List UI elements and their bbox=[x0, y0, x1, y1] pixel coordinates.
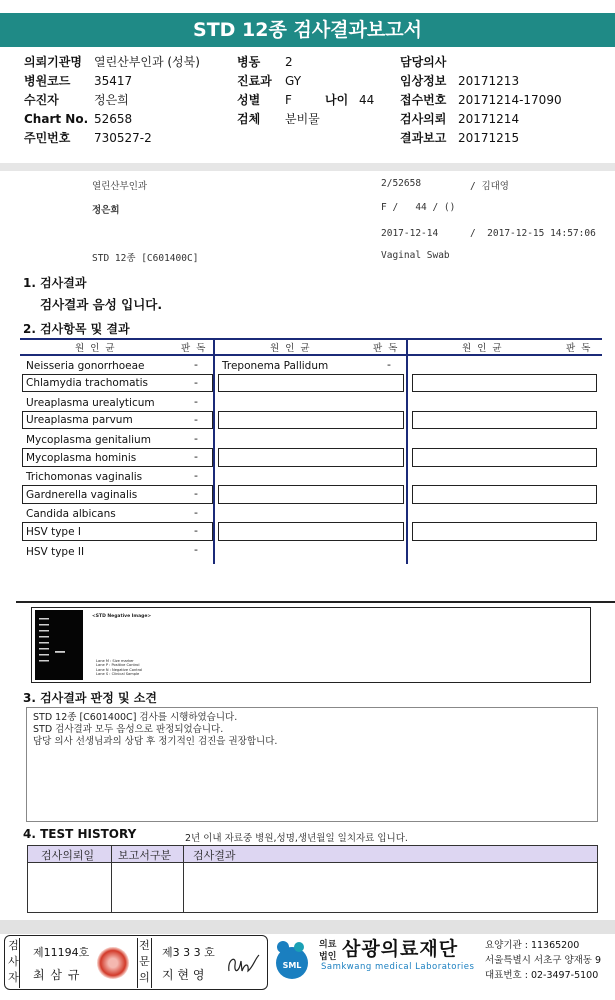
signature-scribble bbox=[225, 949, 261, 979]
org-info-code: 요양기관 : 11365200 bbox=[485, 940, 580, 951]
label-clinical-info: 임상정보 bbox=[400, 74, 447, 88]
section-3-title: 3. 검사결과 판정 및 소견 bbox=[23, 691, 157, 705]
row-8-name: Gardnerella vaginalis bbox=[26, 489, 138, 501]
history-table bbox=[27, 845, 598, 913]
history-header-request-date: 검사의뢰일 bbox=[41, 849, 95, 862]
section-1-result: 검사결과 음성 입니다. bbox=[40, 297, 163, 312]
row-6-result: - bbox=[194, 450, 198, 463]
org-info-phone: 대표번호 : 02-3497-5100 bbox=[485, 970, 599, 981]
header-mid bbox=[237, 53, 387, 129]
sub-doctor: / 김대영 bbox=[470, 181, 509, 192]
header-right bbox=[400, 53, 600, 148]
label-hospital: 의뢰기관명 bbox=[24, 55, 82, 69]
col3-row-2-box bbox=[412, 374, 597, 392]
sub-test-code: STD 12종 [C601400C] bbox=[92, 253, 199, 264]
history-col-divider-1 bbox=[111, 846, 112, 912]
col2-row-4-box bbox=[218, 411, 404, 429]
value-dept: GY bbox=[285, 74, 302, 88]
org-english-name: Samkwang medical Laboratories bbox=[321, 962, 475, 972]
col3-row-6-box bbox=[412, 448, 597, 467]
finding-line-2: STD 검사결과 모두 음성으로 판정되었습니다. bbox=[33, 724, 224, 735]
header-left bbox=[24, 53, 224, 148]
col2-row-2-box bbox=[218, 374, 404, 392]
row-3-name: Ureaplasma urealyticum bbox=[26, 397, 155, 409]
report-title: STD 12종 검사결과보고서 bbox=[0, 13, 615, 47]
value-clinical-info: 20171213 bbox=[458, 74, 520, 88]
value-resident-no: 730527-2 bbox=[94, 131, 152, 145]
col3-row-4-box bbox=[412, 411, 597, 429]
col2-row-1-result: - bbox=[387, 358, 391, 371]
separator-1 bbox=[16, 601, 615, 603]
row-3-result: - bbox=[194, 395, 198, 408]
gel-legend-4: Lane S : Clinical Sample bbox=[96, 672, 140, 677]
label-ward: 병동 bbox=[237, 55, 261, 69]
finding-line-3: 담당 의사 선생님과의 상담 후 정기적인 검진을 권장합니다. bbox=[33, 736, 278, 747]
row-9-result: - bbox=[194, 506, 198, 519]
history-note: 2년 이내 자료중 병원,성명,생년월일 일치자료 입니다. bbox=[185, 833, 408, 844]
value-hospital-code: 35417 bbox=[94, 74, 133, 88]
sub-sex-age: F / 44 / () bbox=[381, 202, 456, 213]
label-receipt-no: 접수번호 bbox=[400, 93, 447, 107]
finding-line-1: STD 12종 [C601400C] 검사를 시행하였습니다. bbox=[33, 712, 238, 723]
examiner-label bbox=[8, 938, 20, 988]
row-8-result: - bbox=[194, 487, 198, 500]
sub-date2: / 2017-12-15 14:57:06 bbox=[470, 228, 596, 239]
row-6-name: Mycoplasma hominis bbox=[26, 452, 137, 464]
gel-legend bbox=[96, 659, 142, 677]
value-specimen: 분비물 bbox=[285, 112, 320, 126]
history-header-result: 검사결과 bbox=[193, 849, 236, 862]
value-sex: F bbox=[285, 93, 292, 107]
value-request-date: 20171214 bbox=[458, 112, 520, 126]
col1-organism-header: 원 인 균 bbox=[75, 343, 115, 354]
row-1-name: Neisseria gonorrhoeae bbox=[26, 360, 145, 372]
row-4-result: - bbox=[194, 413, 198, 426]
col2-row-8-box bbox=[218, 485, 404, 504]
org-tag bbox=[319, 939, 336, 963]
header-info bbox=[0, 53, 615, 163]
org-info bbox=[485, 938, 601, 983]
label-doctor: 담당의사 bbox=[400, 55, 447, 69]
table-header-line bbox=[20, 354, 602, 356]
row-4-name: Ureaplasma parvum bbox=[26, 414, 133, 426]
value-ward: 2 bbox=[285, 55, 293, 69]
section-1-title: 1. 검사결과 bbox=[23, 276, 87, 290]
col2-row-10-box bbox=[218, 522, 404, 541]
row-5-name: Mycoplasma genitalium bbox=[26, 434, 151, 446]
label-dept: 진료과 bbox=[237, 74, 272, 88]
gel-legend-2: Lane P : Positive Control bbox=[96, 663, 140, 668]
label-specimen: 검체 bbox=[237, 112, 261, 126]
col2-judge-header: 판 독 bbox=[373, 343, 398, 354]
label-request-date: 검사의뢰 bbox=[400, 112, 447, 126]
section-4-title: 4. TEST HISTORY bbox=[23, 827, 137, 841]
org-name: 삼광의료재단 bbox=[342, 938, 459, 960]
examiner-no: 제11194호 bbox=[33, 946, 90, 959]
gel-legend-3: Lane N : Negative Control bbox=[96, 667, 143, 672]
history-header-report-type: 보고서구분 bbox=[118, 849, 172, 862]
history-header-row bbox=[28, 846, 597, 863]
label-chart-no: Chart No. bbox=[24, 112, 89, 126]
gel-caption: <STD Negative Image> bbox=[92, 614, 152, 619]
label-patient: 수진자 bbox=[24, 93, 59, 107]
value-patient: 정은희 bbox=[94, 93, 129, 107]
org-tag-line-2: 법인 bbox=[319, 952, 337, 962]
section-2-title: 2. 검사항목 및 결과 bbox=[23, 322, 130, 336]
row-5-result: - bbox=[194, 432, 198, 445]
col3-row-10-box bbox=[412, 522, 597, 541]
value-age: 44 bbox=[359, 93, 375, 107]
label-resident-no: 주민번호 bbox=[24, 131, 71, 145]
col3-row-8-box bbox=[412, 485, 597, 504]
gel-image-frame bbox=[31, 607, 591, 683]
sml-logo-icon bbox=[270, 937, 314, 981]
specialist-label bbox=[137, 938, 152, 988]
row-11-result: - bbox=[194, 543, 198, 556]
specialist-name: 지 현 영 bbox=[162, 968, 205, 982]
row-7-name: Trichomonas vaginalis bbox=[26, 471, 143, 483]
header-divider bbox=[0, 163, 615, 171]
col1-judge-header: 판 독 bbox=[181, 343, 206, 354]
org-info-address: 서울특별시 서초구 양재동 9 bbox=[485, 955, 602, 966]
row-1-result: - bbox=[194, 358, 198, 371]
org-tag-line-1: 의료 bbox=[319, 940, 337, 950]
findings-box bbox=[26, 707, 598, 822]
sub-specimen: Vaginal Swab bbox=[381, 250, 450, 261]
sub-hospital: 열린산부인과 bbox=[92, 181, 148, 192]
specialist-no: 제3 3 3 호 bbox=[162, 946, 215, 959]
sub-patient: 정은희 bbox=[92, 205, 120, 216]
label-hospital-code: 병원코드 bbox=[24, 74, 71, 88]
value-receipt-no: 20171214-17090 bbox=[458, 93, 562, 107]
row-9-name: Candida albicans bbox=[26, 508, 116, 520]
gel-image bbox=[35, 610, 83, 680]
gel-bands bbox=[35, 610, 83, 680]
signature-box bbox=[4, 935, 268, 990]
col3-organism-header: 원 인 균 bbox=[462, 343, 502, 354]
red-seal-stamp bbox=[97, 947, 129, 979]
value-chart-no: 52658 bbox=[94, 112, 133, 126]
label-sex: 성별 bbox=[237, 93, 261, 107]
row-10-name: HSV type I bbox=[26, 526, 81, 538]
value-report-date: 20171215 bbox=[458, 131, 520, 145]
history-col-divider-2 bbox=[183, 846, 184, 912]
col2-organism-header: 원 인 균 bbox=[270, 343, 310, 354]
sub-chart-ward: 2/52658 bbox=[381, 178, 422, 189]
specialist-label-text: 전문의 bbox=[139, 939, 150, 984]
examiner-label-text: 검사자 bbox=[8, 939, 19, 984]
row-7-result: - bbox=[194, 469, 198, 482]
table-divider-1 bbox=[213, 338, 215, 564]
row-10-result: - bbox=[194, 524, 198, 537]
row-2-result: - bbox=[194, 376, 198, 389]
label-report-date: 결과보고 bbox=[400, 131, 447, 145]
footer-divider bbox=[0, 920, 615, 934]
value-hospital: 열린산부인과 (성북) bbox=[94, 55, 200, 69]
row-2-name: Chlamydia trachomatis bbox=[26, 377, 149, 389]
sub-date1: 2017-12-14 bbox=[381, 228, 439, 239]
sml-logo-text: SML bbox=[282, 961, 302, 970]
col2-row-1-name: Treponema Pallidum bbox=[222, 360, 329, 372]
row-11-name: HSV type II bbox=[26, 546, 85, 558]
examiner-name: 최 삼 규 bbox=[33, 968, 81, 982]
col2-row-6-box bbox=[218, 448, 404, 467]
gel-legend-1: Lane M : Size marker bbox=[96, 659, 134, 663]
label-age: 나이 bbox=[325, 93, 349, 107]
table-divider-2 bbox=[406, 338, 408, 564]
col3-judge-header: 판 독 bbox=[566, 343, 591, 354]
